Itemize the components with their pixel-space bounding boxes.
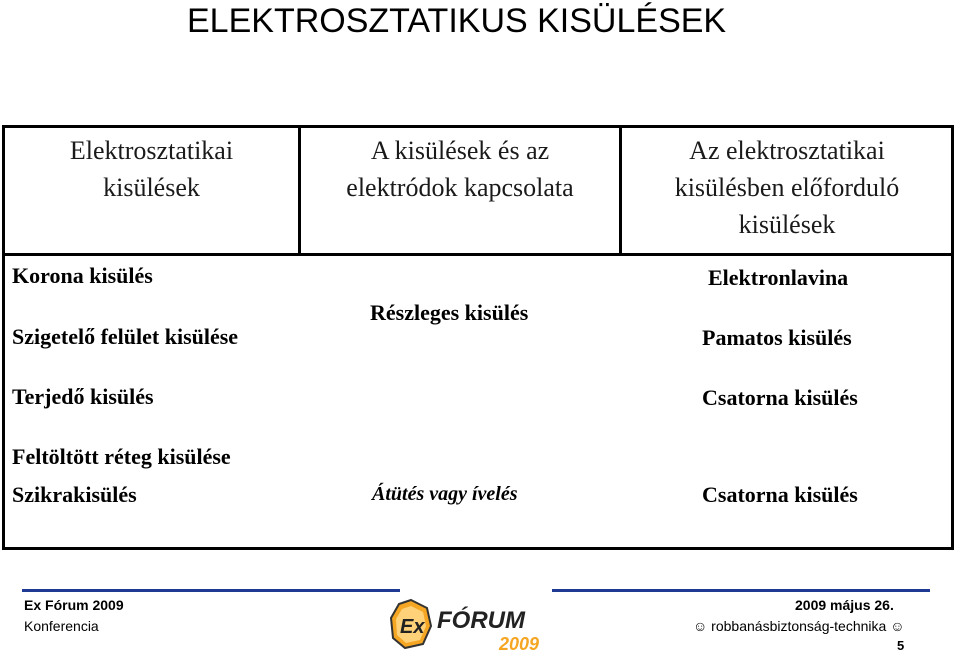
cell-szigetelo: Szigetelő felület kisülése <box>12 324 239 349</box>
cell-korona: Korona kisülés <box>12 263 153 288</box>
cell-pamatos: Pamatos kisülés <box>702 325 852 350</box>
footer-date: 2009 május 26. <box>795 597 894 613</box>
header-col1 <box>5 132 298 206</box>
logo-year-text: 2009 <box>499 634 540 654</box>
footer-site: ☺ robbanásbiztonság-technika ☺ <box>693 618 905 634</box>
header-line: A kisülések és az <box>370 136 550 165</box>
logo-ex-text: Ex <box>400 616 425 638</box>
cell-szikra: Szikrakisülés <box>12 482 137 507</box>
page-number: 5 <box>897 638 905 653</box>
logo-forum-text: FÓRUM <box>437 607 525 634</box>
header-line: elektródok kapcsolata <box>346 173 574 202</box>
header-line: Elektrosztatikai <box>69 136 234 165</box>
cell-feltoltott: Feltöltött réteg kisülése <box>12 444 231 469</box>
ex-forum-logo <box>389 598 553 654</box>
header-line: kisülésben előforduló <box>674 173 900 202</box>
cell-reszleges: Részleges kisülés <box>370 300 529 325</box>
header-col3 <box>622 132 952 243</box>
header-divider <box>2 253 954 256</box>
header-line: kisülések <box>738 210 836 239</box>
footer-event-subtitle: Konferencia <box>24 618 99 634</box>
footer-event-title: Ex Fórum 2009 <box>24 597 124 613</box>
header-col2 <box>301 132 619 206</box>
cell-atutes: Átütés vagy ívelés <box>372 483 518 505</box>
cell-elektronlavina: Elektronlavina <box>708 265 849 290</box>
page-title: ELEKTROSZTATIKUS KISÜLÉSEK <box>187 2 727 40</box>
header-line: Az elektrosztatikai <box>689 136 885 165</box>
footer-line-right <box>552 589 930 592</box>
cell-csatorna-2: Csatorna kisülés <box>702 482 858 507</box>
header-line: kisülések <box>103 173 200 202</box>
cell-csatorna-1: Csatorna kisülés <box>702 385 858 410</box>
cell-terjedo: Terjedő kisülés <box>12 384 154 409</box>
footer-line-left <box>22 589 400 592</box>
